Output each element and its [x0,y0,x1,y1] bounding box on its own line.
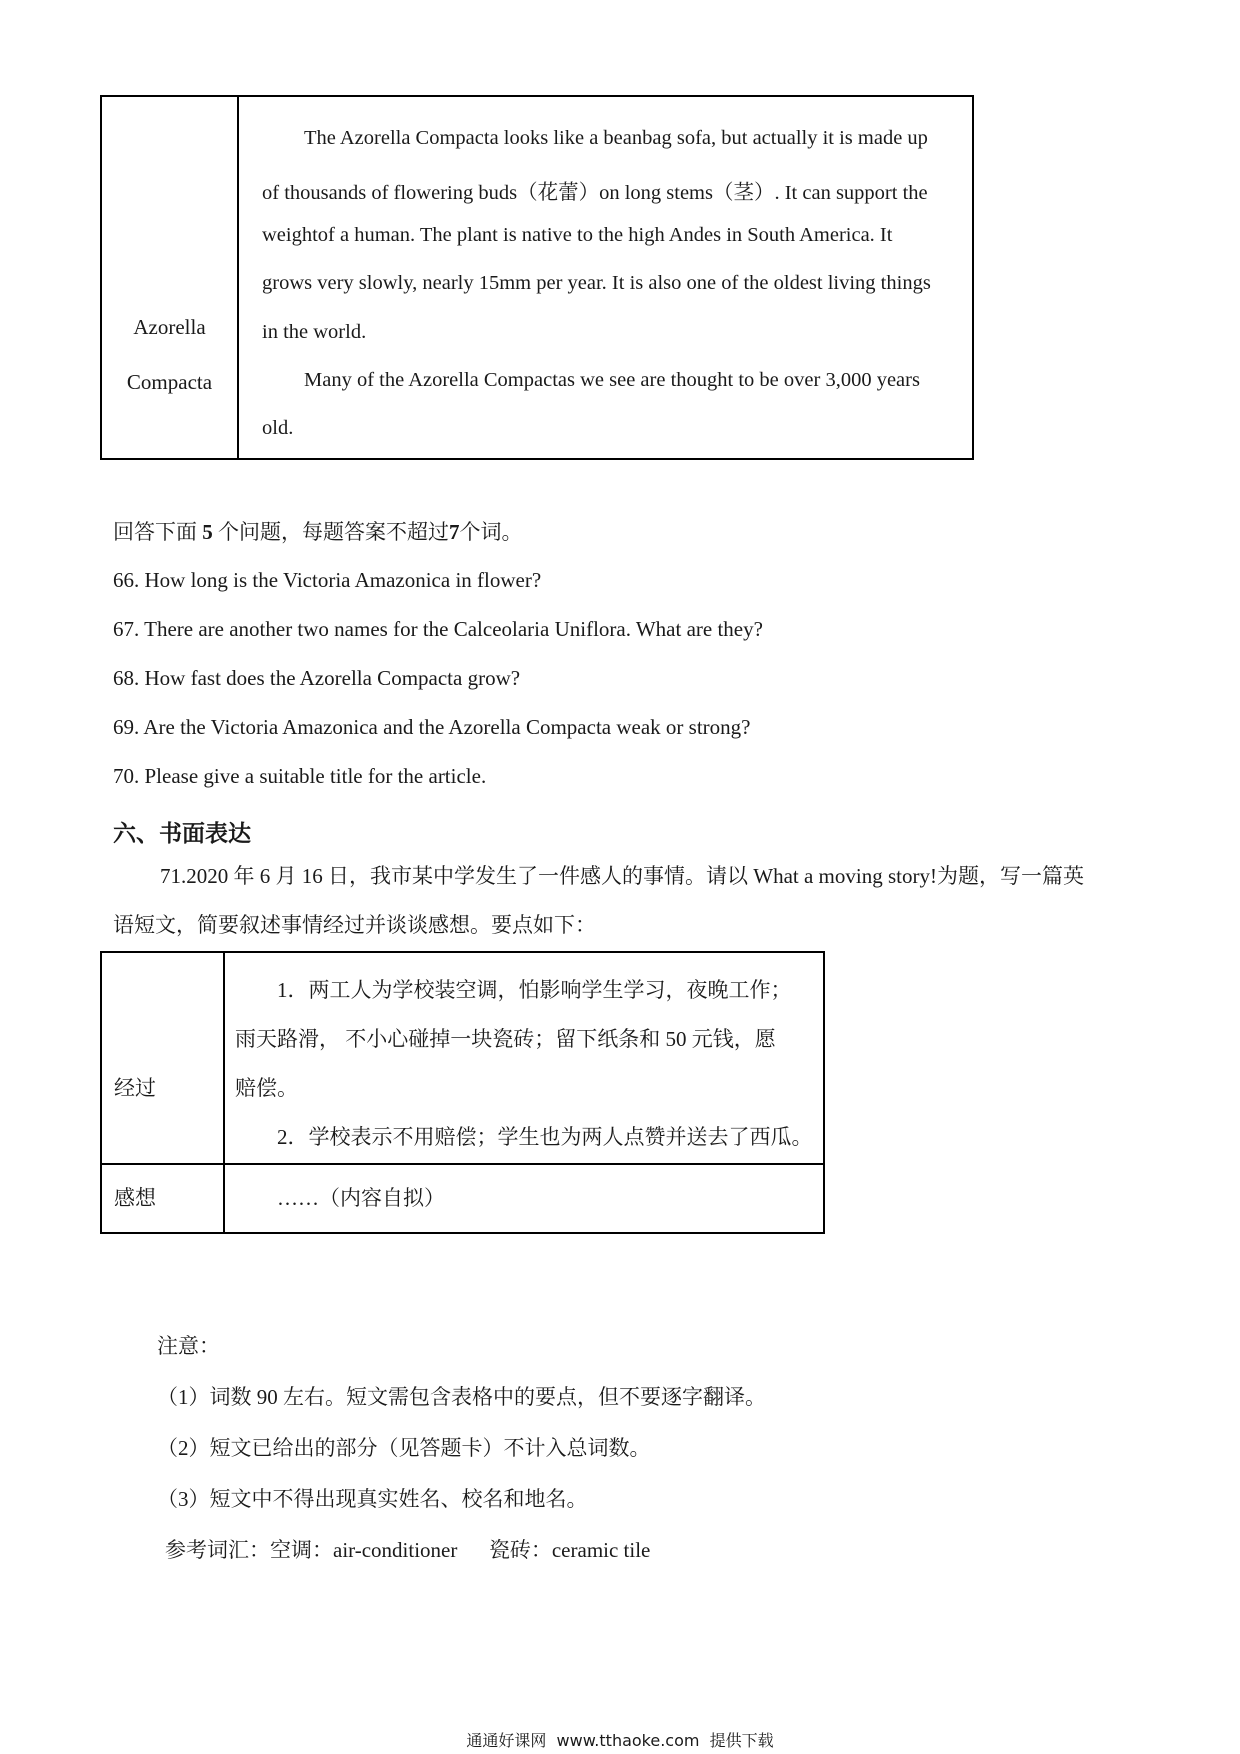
table-divider [102,1163,823,1165]
instructions-text: 回答下面 [113,520,197,544]
description-line: The Azorella Compacta looks like a beanbag sofa, but actually it is made up [304,127,928,149]
description-line: Many of the Azorella Compactas we see are thought to be over 3,000 years [304,369,920,391]
answer-instructions [113,522,523,543]
description-line: of thousands of flowering buds（花蕾）on long stems（茎）. It can support the [262,182,928,204]
question-count: 5 [202,520,213,544]
azorella-table [100,95,974,460]
plant-name-line1: Azorella [133,315,206,339]
instructions-text: 个问题，每题答案不超过 [218,520,449,544]
description-line: in the world. [262,321,367,343]
row-label-thoughts: 感想 [114,1186,156,1210]
process-point-line: 1．两工人为学校装空调，怕影响学生学习，夜晚工作； [277,978,792,1002]
question-67: 67. There are another two names for the Calceolaria Uniflora. What are they? [113,617,763,641]
note-item: （1）词数 90 左右。短文需包含表格中的要点，但不要逐字翻译。 [157,1385,766,1409]
description-line: old. [262,417,294,439]
thoughts-content: ……（内容自拟） [277,1186,445,1210]
note-item: （2）短文已给出的部分（见答题卡）不计入总词数。 [157,1436,651,1460]
note-item: （3）短文中不得出现真实姓名、校名和地名。 [157,1487,588,1511]
process-point-line: 赔偿。 [235,1076,298,1100]
reference-vocabulary: 参考词汇：空调：air-conditioner 瓷砖：ceramic tile [165,1538,651,1562]
question-66: 66. How long is the Victoria Amazonica in flower? [113,568,542,592]
instructions-text: 个词。 [459,520,523,544]
process-point-line: 雨天路滑， 不小心碰掉一块瓷砖；留下纸条和 50 元钱，愿 [235,1027,776,1051]
key-points-table [100,951,825,1234]
plant-name-line2: Compacta [126,370,213,394]
description-line: weightof a human. The plant is native to the high Andes in South America. It [262,224,893,246]
question-70: 70. Please give a suitable title for the article. [113,764,487,788]
row-label-process: 经过 [114,1076,156,1100]
table-divider [223,953,225,1232]
notes-title: 注意： [157,1334,220,1358]
word-limit: 7 [449,520,460,544]
question-68: 68. How fast does the Azorella Compacta grow? [113,666,521,690]
writing-task-line2: 语短文，简要叙述事情经过并谈谈感想。要点如下： [113,913,596,937]
description-line: grows very slowly, nearly 15mm per year. It is also one of the oldest living things [262,272,931,294]
section-heading: 六、书面表达 [113,821,251,847]
table-divider [237,97,239,458]
process-point-line: 2．学校表示不用赔偿；学生也为两人点赞并送去了西瓜。 [277,1125,813,1149]
page-footer: 通通好课网 www.tthaoke.com 提供下载 [466,1731,774,1750]
writing-task-line1: 71.2020 年 6 月 16 日，我市某中学发生了一件感人的事情。请以 What a moving story!为题，写一篇英 [160,864,1084,888]
question-69: 69. Are the Victoria Amazonica and the Azorella Compacta weak or strong? [113,715,751,739]
